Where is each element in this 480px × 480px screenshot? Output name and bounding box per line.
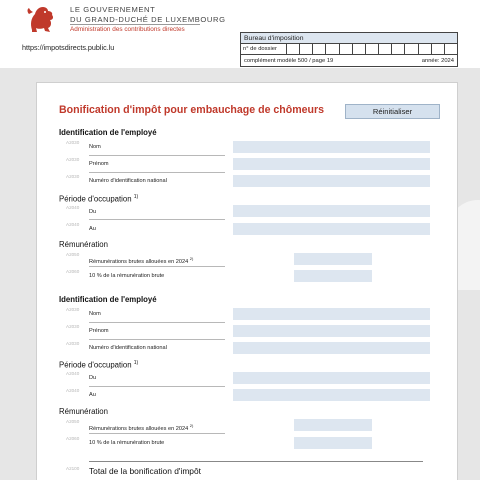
field-code: A2100 [66,466,80,471]
dossier-digit-cell[interactable] [392,44,405,54]
remuneration-brute-text: Rémunérations brutes allouées en 2024 [89,258,189,265]
remuneration-pct-input[interactable] [294,270,372,282]
du-input[interactable] [233,372,430,384]
bureau-imposition-field[interactable]: Bureau d'imposition [241,33,457,44]
dossier-digit-cell[interactable] [326,44,339,54]
au-input[interactable] [233,223,430,235]
field-code: A2050 [66,252,80,257]
remuneration-pct-label: 10 % de la rémunération brute [89,440,165,446]
remuneration-heading: Rémunération [59,240,108,249]
header-divider [70,24,200,25]
nom-input[interactable] [233,308,430,320]
matricule-input[interactable] [233,175,430,187]
reset-button[interactable]: Réinitialiser [345,104,440,119]
field-underline [89,219,225,220]
field-code: A2030 [66,157,80,162]
au-input[interactable] [233,389,430,401]
dossier-number-label: n° de dossier [241,44,287,54]
reference-meta-row [241,55,457,66]
field-code: A2060 [66,269,80,274]
administration-name: Administration des contributions directes [70,26,185,33]
field-code: A2030 [66,341,80,346]
tax-year-label: année: 2024 [421,57,454,64]
luxembourg-lion-logo [24,4,58,34]
field-code: A2030 [66,307,80,312]
remuneration-brute-text: Rémunérations brutes allouées en 2024 [89,425,189,432]
prenom-input[interactable] [233,325,430,337]
matricule-label: Numéro d'identification national [89,345,167,351]
field-code: A2030 [66,324,80,329]
field-code: A2030 [66,140,80,145]
dossier-digit-cell[interactable] [419,44,432,54]
prenom-label: Prénom [89,161,109,167]
prenom-input[interactable] [233,158,430,170]
period-heading [59,194,138,204]
total-divider [89,461,423,462]
field-code: A2060 [66,436,80,441]
remuneration-brute-label [89,423,193,432]
government-title-line2: DU GRAND-DUCHÉ DE LUXEMBOURG [70,15,226,24]
matricule-input[interactable] [233,342,430,354]
field-code: A2030 [66,174,80,179]
field-underline [89,386,225,387]
field-underline [89,322,225,323]
au-label: Au [89,392,96,398]
remuneration-pct-label: 10 % de la rémunération brute [89,273,165,279]
dossier-digit-cell[interactable] [379,44,392,54]
field-code: A2040 [66,388,80,393]
dossier-number-row [241,44,457,55]
dossier-digit-cell[interactable] [287,44,300,54]
field-code: A2040 [66,205,80,210]
complement-page-label: complément modèle 500 / page 19 [244,57,334,64]
site-url-link[interactable]: https://impotsdirects.public.lu [22,43,115,52]
dossier-digit-cell[interactable] [366,44,379,54]
period-footnote-ref: 1) [133,360,139,366]
period-heading-text: Période d'occupation [59,360,132,370]
nom-label: Nom [89,311,101,317]
field-underline [89,266,225,267]
field-code: A2040 [66,371,80,376]
field-underline [89,155,225,156]
remuneration-pct-input[interactable] [294,437,372,449]
remuneration-brute-input[interactable] [294,253,372,265]
page-header [0,0,480,68]
remuneration-brute-input[interactable] [294,419,372,431]
employee-identification-heading: Identification de l'employé [59,295,157,304]
field-code: A2050 [66,419,80,424]
prenom-label: Prénom [89,328,109,334]
field-underline [89,172,225,173]
total-heading: Total de la bonification d'impôt [89,466,201,476]
reference-box [240,32,458,67]
field-code: A2040 [66,222,80,227]
government-title-line1: LE GOUVERNEMENT [70,5,156,14]
period-footnote-ref: 1) [133,194,139,200]
au-label: Au [89,226,96,232]
remuneration-heading: Rémunération [59,407,108,416]
dossier-digit-cell[interactable] [340,44,353,54]
dossier-digit-cell[interactable] [300,44,313,54]
dossier-digit-cell[interactable] [445,44,457,54]
period-heading-text: Période d'occupation [59,194,132,204]
form-title: Bonification d'impôt pour embauchage de chômeurs [59,104,325,116]
dossier-digit-cell[interactable] [353,44,366,54]
nom-input[interactable] [233,141,430,153]
matricule-label: Numéro d'identification national [89,178,167,184]
du-label: Du [89,209,97,215]
dossier-digit-cell[interactable] [313,44,326,54]
nom-label: Nom [89,144,101,150]
du-label: Du [89,375,97,381]
dossier-digit-cell[interactable] [432,44,445,54]
dossier-digit-cell[interactable] [405,44,418,54]
remuneration-footnote-ref: 2) [189,423,194,428]
field-underline [89,433,225,434]
employee-identification-heading: Identification de l'employé [59,128,157,137]
remuneration-brute-label [89,256,193,265]
du-input[interactable] [233,205,430,217]
field-underline [89,339,225,340]
remuneration-footnote-ref: 2) [189,256,194,261]
period-heading [59,360,138,370]
